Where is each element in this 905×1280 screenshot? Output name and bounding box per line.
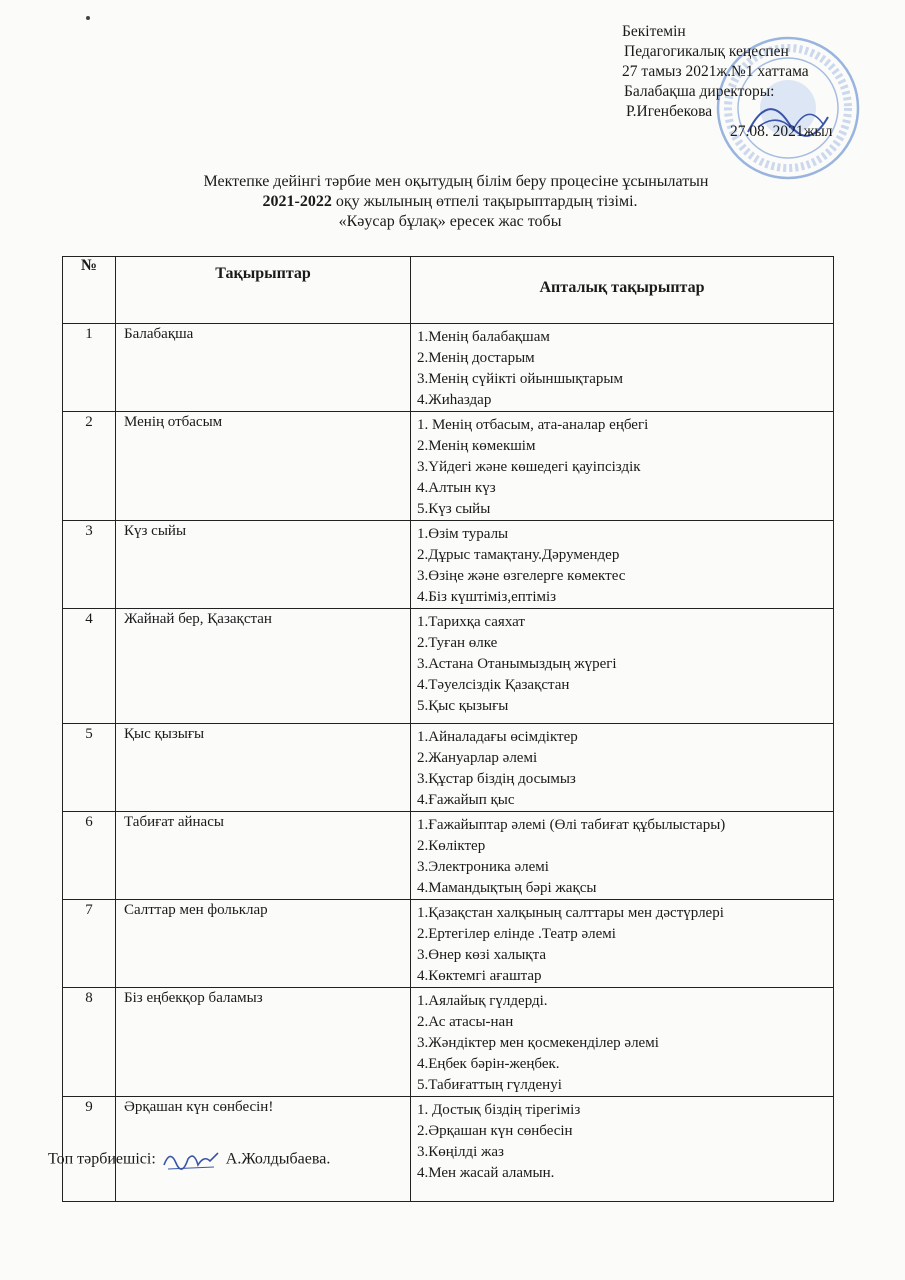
weekly-topic: 2.Көліктер [417,838,486,854]
row-number: 7 [63,900,116,988]
row-weekly-topics [411,1097,834,1202]
row-number: 9 [63,1097,116,1202]
topics-table [62,256,834,1202]
title-line-3: «Кәусар бұлақ» ересек жас тобы [338,213,562,230]
approval-line: Бекітемін [622,23,686,40]
weekly-topic: 4.Мамандықтың бәрі жақсы [417,880,597,896]
weekly-topic: 3.Жәндіктер мен қосмекенділер әлемі [417,1035,659,1051]
scan-speck [86,16,90,20]
weekly-topic: 4.Мен жасай аламын. [417,1165,555,1181]
row-weekly-topics [411,812,834,900]
weekly-topic: 3.Өнер көзі халықта [417,947,546,963]
weekly-topic: 3.Электроника әлемі [417,859,549,875]
approval-line: 27 тамыз 2021ж.№1 хаттама [622,63,809,80]
approval-line: Балабақша директоры: [624,83,775,100]
weekly-topic: 2.Ертегілер елінде .Театр әлемі [417,926,616,942]
weekly-topic: 2.Туған өлке [417,635,498,651]
row-number: 3 [63,521,116,609]
table-row [63,412,834,521]
header-number: № [63,257,116,324]
title-line-2 [150,192,750,212]
row-number: 8 [63,988,116,1097]
weekly-topic: 3.Үйдегі және көшедегі қауіпсіздік [417,459,641,475]
row-weekly-topics [411,988,834,1097]
row-topic: Табиғат айнасы [116,812,411,900]
weekly-topic: 2.Жануарлар әлемі [417,750,538,766]
teacher-name: А.Жолдыбаева. [225,1150,331,1168]
row-number: 4 [63,609,116,724]
title-year: 2021-2022 [262,193,332,210]
row-weekly-topics [411,900,834,988]
table-row [63,988,834,1097]
row-topic: Әрқашан күн сөнбесін! [116,1097,411,1202]
weekly-topic: 2.Менің көмекшім [417,438,536,454]
row-number: 1 [63,324,116,412]
table-header-row [63,257,834,324]
weekly-topic: 3.Менің сүйікті ойыншықтарым [417,371,623,387]
weekly-topic: 5.Күз сыйы [417,501,491,517]
table-row [63,609,834,724]
row-weekly-topics [411,324,834,412]
row-weekly-topics [411,412,834,521]
signature-icon [160,1145,222,1175]
weekly-topic: 5.Қыс қызығы [417,698,509,714]
row-number: 2 [63,412,116,521]
table-row [63,812,834,900]
weekly-topic: 4.Көктемгі ағаштар [417,968,542,984]
header-topics: Тақырыптар [116,257,411,324]
footer-label: Топ тәрбиешісі: [48,1150,156,1168]
weekly-topic: 3.Өзіңе және өзгелерге көмектес [417,568,626,584]
weekly-topic: 4.Еңбек бәрін-жеңбек. [417,1056,560,1072]
table-row [63,900,834,988]
weekly-topic: 2.Дұрыс тамақтану.Дәрумендер [417,547,620,563]
weekly-topic: 3.Астана Отанымыздың жүрегі [417,656,617,672]
weekly-topic: 1.Қазақстан халқының салттары мен дәстүрлері [417,905,724,921]
table-row [63,324,834,412]
approval-date: 27.08. 2021жыл [730,123,833,140]
weekly-topic: 1.Менің балабақшам [417,329,550,345]
weekly-topic: 1.Ғажайыптар әлемі (Өлі табиғат құбылыстары) [417,817,726,833]
row-topic: Менің отбасым [116,412,411,521]
weekly-topic: 4.Ғажайып қыс [417,792,515,808]
weekly-topic: 1.Айналадағы өсімдіктер [417,729,578,745]
row-weekly-topics [411,724,834,812]
row-topic: Салттар мен фольклар [116,900,411,988]
row-topic: Балабақша [116,324,411,412]
weekly-topic: 4.Жиһаздар [417,392,492,408]
row-number: 6 [63,812,116,900]
weekly-topic: 1.Өзім туралы [417,526,509,542]
weekly-topic: 4.Тәуелсіздік Қазақстан [417,677,570,693]
table-row [63,521,834,609]
table-row [63,724,834,812]
row-weekly-topics [411,521,834,609]
row-topic: Қыс қызығы [116,724,411,812]
weekly-topic: 1. Менің отбасым, ата-аналар еңбегі [417,417,649,433]
weekly-topic: 2.Әрқашан күн сөнбесін [417,1123,573,1139]
title-line-2-text: оқу жылының өтпелі тақырыптардың тізімі. [331,193,638,210]
weekly-topic: 1.Тарихқа саяхат [417,614,525,630]
document-title [150,172,750,232]
header-weekly-topics: Апталық тақырыптар [411,257,834,324]
approval-block [622,22,832,142]
weekly-topic: 5.Табиғаттың гүлденуі [417,1077,562,1093]
row-weekly-topics [411,609,834,724]
weekly-topic: 2.Менің достарым [417,350,535,366]
weekly-topic: 4.Алтын күз [417,480,496,496]
approval-line: Р.Игенбекова [626,103,713,120]
approval-line: Педагогикалық кеңеспен [624,43,789,60]
title-line-1: Мектепке дейінгі тәрбие мен оқытудың білім беру процесіне ұсынылатын [203,173,709,190]
weekly-topic: 2.Ас атасы-нан [417,1014,514,1030]
weekly-topic: 3.Құстар біздің досымыз [417,771,576,787]
row-number: 5 [63,724,116,812]
row-topic: Біз еңбекқор баламыз [116,988,411,1097]
footer [48,1145,330,1175]
weekly-topic: 1. Достық біздің тірегіміз [417,1102,581,1118]
weekly-topic: 4.Біз күштіміз,ептіміз [417,589,557,605]
row-topic: Жайнай бер, Қазақстан [116,609,411,724]
weekly-topic: 3.Көңілді жаз [417,1144,504,1160]
weekly-topic: 1.Аялайық гүлдерді. [417,993,548,1009]
row-topic: Күз сыйы [116,521,411,609]
